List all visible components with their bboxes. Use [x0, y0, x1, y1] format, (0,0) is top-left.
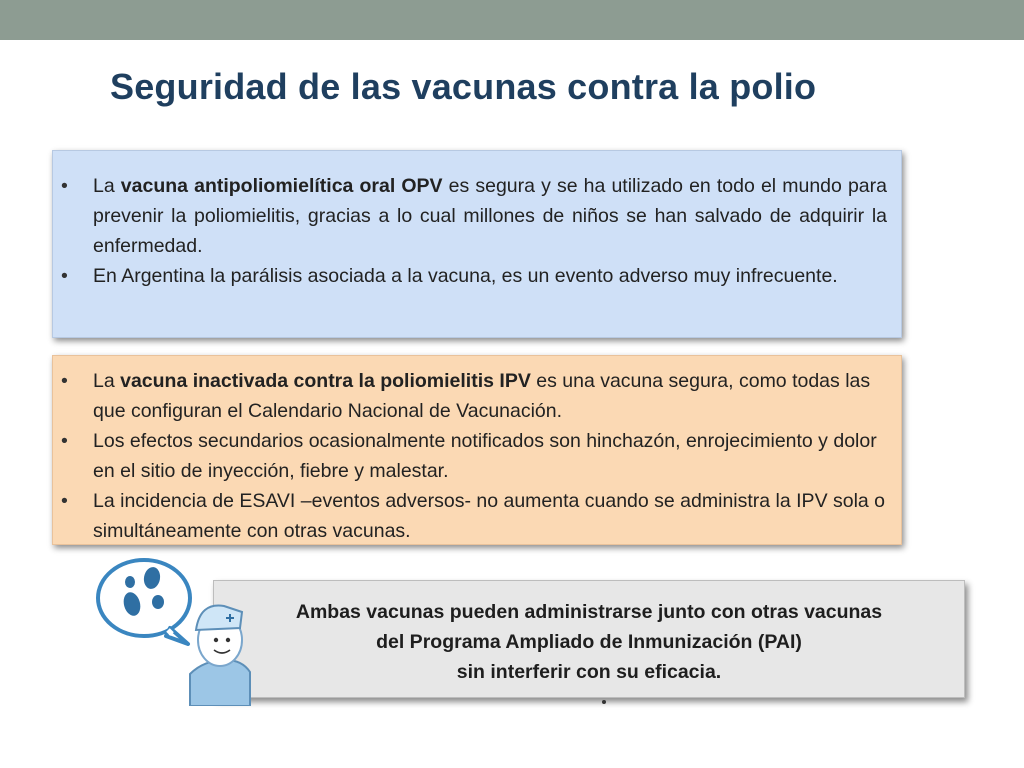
- ipv-bullet-2: • Los efectos secundarios ocasionalmente notificados son hinchazón, enrojecimiento y dolor en el sitio de inyección, fiebre y malestar.: [53, 426, 889, 486]
- callout-line-3: sin interferir con su eficacia.: [456, 661, 722, 683]
- ipv-bullet-3: • La incidencia de ESAVI –eventos adversos- no aumenta cuando se administra la IPV sola o simultáneamente con otras vacunas.: [53, 486, 889, 546]
- slide-title: Seguridad de las vacunas contra la polio: [110, 66, 817, 107]
- nurse-icon: [92, 556, 252, 706]
- decorative-dot: [602, 700, 606, 704]
- callout-line-1: Ambas vacunas pueden administrarse junto con otras vacunas: [295, 601, 883, 623]
- callout-box: [213, 580, 965, 698]
- opv-bullet-2: • En Argentina la parálisis asociada a la vacuna, es un evento adverso muy infrecuente.: [53, 261, 889, 291]
- opv-info-box: [52, 150, 902, 338]
- opv-bullet-1: • La vacuna antipoliomielítica oral OPV es segura y se ha utilizado en todo el mundo para prevenir la poliomielitis, gracias a lo cual millones de niños se han salvado de adquirir la enfermedad.: [53, 171, 889, 261]
- speech-bubble-icon: [98, 560, 190, 636]
- header-bar: [0, 0, 1024, 40]
- ipv-bullet-1: • La vacuna inactivada contra la poliomielitis IPV es una vacuna segura, como todas las que configuran el Calendario Nacional de Vacunación.: [53, 366, 889, 426]
- ipv-info-box: [52, 355, 902, 545]
- callout-line-2: del Programa Ampliado de Inmunización (PAI): [376, 631, 802, 653]
